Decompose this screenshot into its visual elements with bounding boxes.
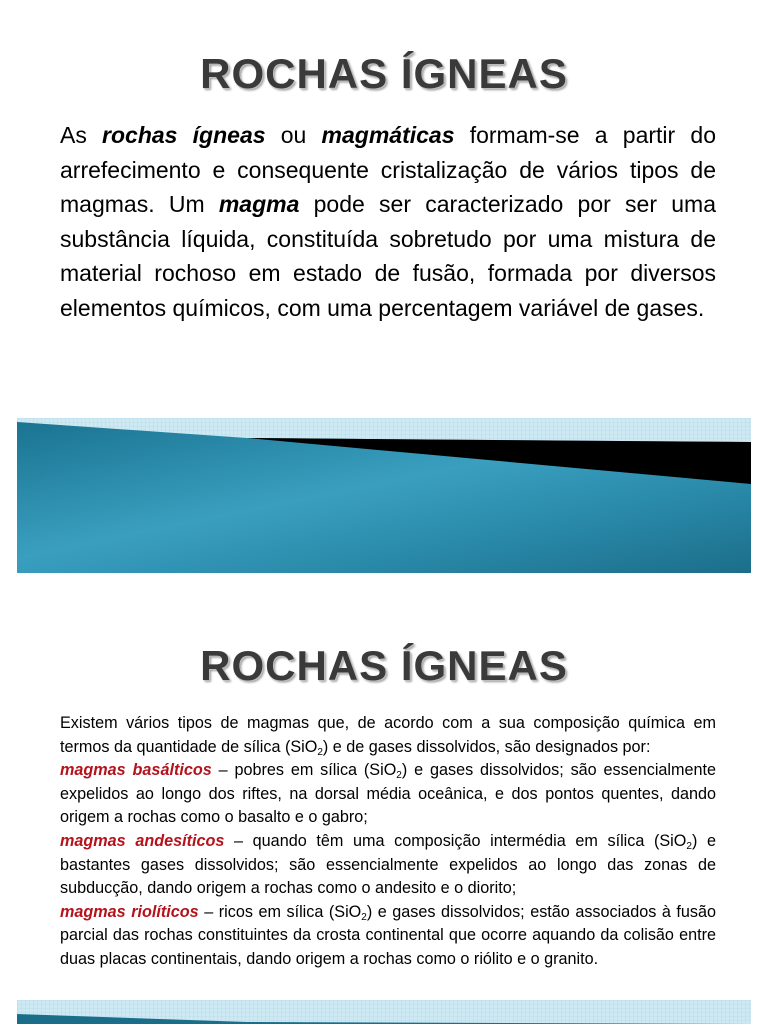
term-magma: magma (218, 191, 300, 217)
subscript: 2 (317, 746, 323, 758)
slide2-title: ROCHAS ÍGNEAS (200, 642, 568, 689)
next-slide-banner (17, 1000, 751, 1024)
paragraph-text: ) e de gases dissolvidos, são designados por: (322, 737, 651, 756)
paragraph-text: – quando têm uma composição intermédia em sílica (SiO (224, 831, 687, 850)
term-magmas-basalticos: magmas basálticos (60, 761, 212, 780)
subscript: 2 (686, 840, 692, 852)
intro-text: ou (265, 122, 322, 148)
paragraph-text: Existem vários tipos de magmas que, de acordo com a sua composição química em termos da quantidade de sílica (SiO (60, 714, 716, 756)
subscript: 2 (396, 770, 402, 782)
paragraph-text: ) e bastantes gases dissolvidos; são essencialmente expelidos ao longo das zonas de subducção, dando origem a rochas como o andesito e o diorito; (60, 831, 716, 898)
slide-separator-banner (17, 418, 751, 573)
magma-andesitico-item (60, 830, 716, 901)
slide2-body (60, 712, 716, 972)
intro-text: pode ser caracterizado por ser uma substância líquida, constituída sobretudo por uma mistura de material rochoso em estado de fusão, formada por diversos elementos químicos, com uma percentagem variável de gases. (60, 191, 716, 321)
slide1-title: ROCHAS ÍGNEAS (200, 50, 568, 97)
term-magmas-andesiticos: magmas andesíticos (60, 831, 225, 850)
paragraph-text: – ricos em sílica (SiO (198, 902, 362, 921)
subscript: 2 (361, 911, 367, 923)
magma-basaltico-item (60, 759, 716, 830)
paragraph-text: ) e gases dissolvidos; são essencialmente expelidos ao longo dos riftes, na dorsal média oceânica, e dos pontos quentes, dando origem a rochas como o basalto e o gabro; (60, 761, 717, 827)
slide2-intro-paragraph (60, 712, 716, 759)
paragraph-text: ) e gases dissolvidos; estão associados à fusão parcial das rochas constituintes da crosta continental que ocorre aquando da colisão entre duas placas continentais, dando origem a rochas como o riólito e o granito. (60, 902, 716, 968)
slide1-intro-paragraph (60, 118, 716, 325)
term-magmas-rioliticos: magmas riolíticos (60, 902, 199, 921)
term-magmaticas: magmáticas (321, 122, 455, 148)
intro-text: formam-se a partir do arrefecimento e consequente cristalização de vários tipos de magmas. Um (60, 122, 716, 217)
paragraph-text: – pobres em sílica (SiO (211, 761, 397, 780)
term-rochas-igneas: rochas ígneas (102, 122, 266, 148)
intro-text: As (60, 122, 103, 148)
magma-riolitico-item (60, 901, 716, 972)
